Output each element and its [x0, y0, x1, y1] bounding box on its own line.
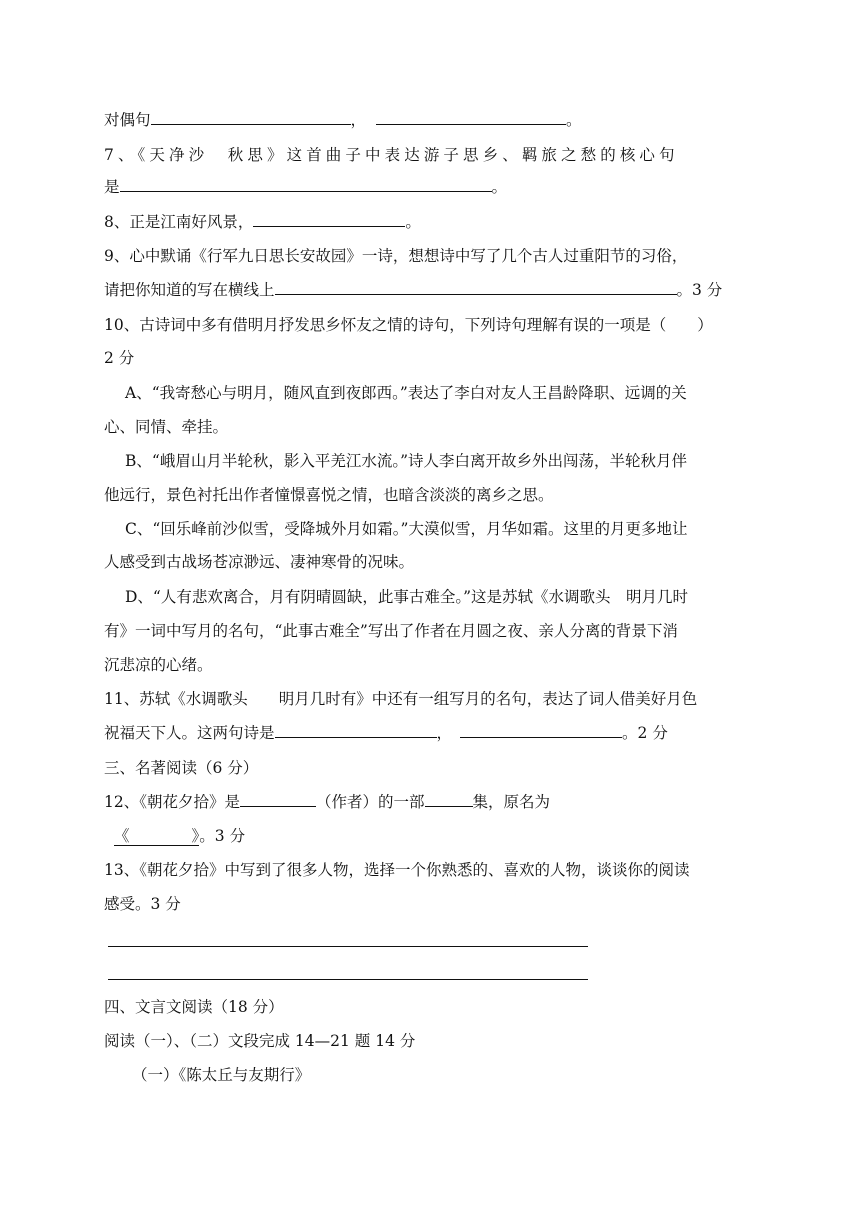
- q11-prefix: 祝福天下人。这两句诗是: [104, 724, 275, 742]
- q8-blank[interactable]: [253, 212, 405, 227]
- q10-stem-2: 2 分: [104, 349, 135, 367]
- q6-sep: ，: [350, 111, 367, 129]
- q11-blank-2[interactable]: [460, 723, 622, 738]
- q9-end: 。3 分: [676, 281, 723, 299]
- q6-blank-2[interactable]: [376, 110, 566, 125]
- q10-option-d-2: 有》一词中写月的名句，“此事古难全”写出了作者在月圆之夜、亲人分离的背景下消: [104, 622, 678, 640]
- q12-author-blank[interactable]: [240, 792, 316, 807]
- q7-end: 。: [491, 178, 508, 196]
- q6-blank-1[interactable]: [151, 110, 351, 125]
- q11-end: 。2 分: [622, 724, 668, 742]
- q10-option-c-2: 人感受到古战场苍凉渺远、凄神寒骨的况味。: [104, 553, 415, 571]
- q12-line-2: [114, 826, 245, 846]
- q13-line-2: 感受。3 分: [104, 895, 181, 913]
- q11-line-2: [104, 723, 668, 743]
- section-4-heading: 四、文言文阅读（18 分）: [104, 998, 284, 1016]
- q9-blank[interactable]: [275, 280, 677, 295]
- q6-end: 。: [566, 111, 582, 129]
- q12-close-bracket: 》: [191, 827, 200, 845]
- q12-mid-2: 集，原名为: [472, 793, 551, 811]
- q10-option-c-1: C、“回乐峰前沙似雪，受降城外月如霜。”大漠似雪，月华如霜。这里的月更多地让: [125, 520, 688, 538]
- q10-option-d-1: D、“人有悲欢离合，月有阴晴圆缺，此事古难全。”这是苏轼《水调歌头 明月几时: [125, 588, 689, 606]
- q9-line-1: 9、心中默诵《行军九日思长安故园》一诗，想想诗中写了几个古人过重阳节的习俗，: [104, 247, 688, 265]
- q6-line: [104, 110, 582, 130]
- q11-blank-1[interactable]: [275, 723, 437, 738]
- reading-instruction: 阅读（一）、（二）文段完成 14—21 题 14 分: [104, 1032, 416, 1050]
- q11-sep: ，: [436, 724, 453, 742]
- q10-option-a-2: 心、同情、牵挂。: [104, 418, 229, 436]
- q11-line-1: 11、苏轼《水调歌头 明月几时有》中还有一组写月的名句，表达了词人借美好月色: [104, 690, 698, 708]
- q10-option-d-3: 沉悲凉的心绪。: [104, 656, 213, 674]
- q7-prefix: 是: [104, 178, 120, 196]
- q7-line-1: 7、《天净沙 秋思》这首曲子中表达游子思乡、羁旅之愁的核心句: [104, 146, 679, 164]
- q12-open-bracket: 《: [114, 827, 130, 845]
- q10-option-b-1: B、“峨眉山月半轮秋，影入平羌江水流。”诗人李白离开故乡外出闯荡，半轮秋月伴: [125, 452, 687, 470]
- q13-answer-line-2[interactable]: [108, 979, 588, 980]
- q8-line: [104, 212, 421, 232]
- q8-text: 8、正是江南好风景，: [104, 213, 254, 231]
- q7-blank[interactable]: [120, 177, 492, 192]
- q7-line-2: [104, 177, 507, 197]
- q10-option-a-1: A、“我寄愁心与明月，随风直到夜郎西。”表达了李白对友人王昌龄降职、远调的关: [125, 384, 687, 402]
- q9-prefix: 请把你知道的写在横线上: [104, 281, 275, 299]
- q13-line-1: 13、《朝花夕拾》中写到了很多人物，选择一个你熟悉的、喜欢的人物，谈谈你的阅读: [104, 861, 690, 879]
- q12-line-1: [104, 792, 550, 812]
- passage-1-title: （一）《陈太丘与友期行》: [132, 1066, 311, 1084]
- q12-end: 。3 分: [199, 827, 246, 845]
- q8-end: 。: [405, 213, 421, 231]
- q10-stem-1: 10、古诗词中多有借明月抒发思乡怀友之情的诗句，下列诗句理解有误的一项是（ ）: [104, 316, 713, 334]
- q12-original-title-blank[interactable]: [114, 827, 199, 846]
- q12-mid-1: （作者）的一部: [315, 793, 425, 811]
- q6-prefix: 对偶句: [104, 111, 151, 129]
- q9-line-2: [104, 280, 722, 300]
- q10-option-b-2: 他远行，景色衬托出作者憧憬喜悦之情，也暗含淡淡的离乡之思。: [104, 486, 554, 504]
- q13-answer-line-1[interactable]: [108, 946, 588, 947]
- q12-prefix: 12、《朝花夕拾》是: [104, 793, 240, 811]
- q12-genre-blank[interactable]: [425, 792, 473, 807]
- section-3-heading: 三、名著阅读（6 分）: [104, 759, 259, 777]
